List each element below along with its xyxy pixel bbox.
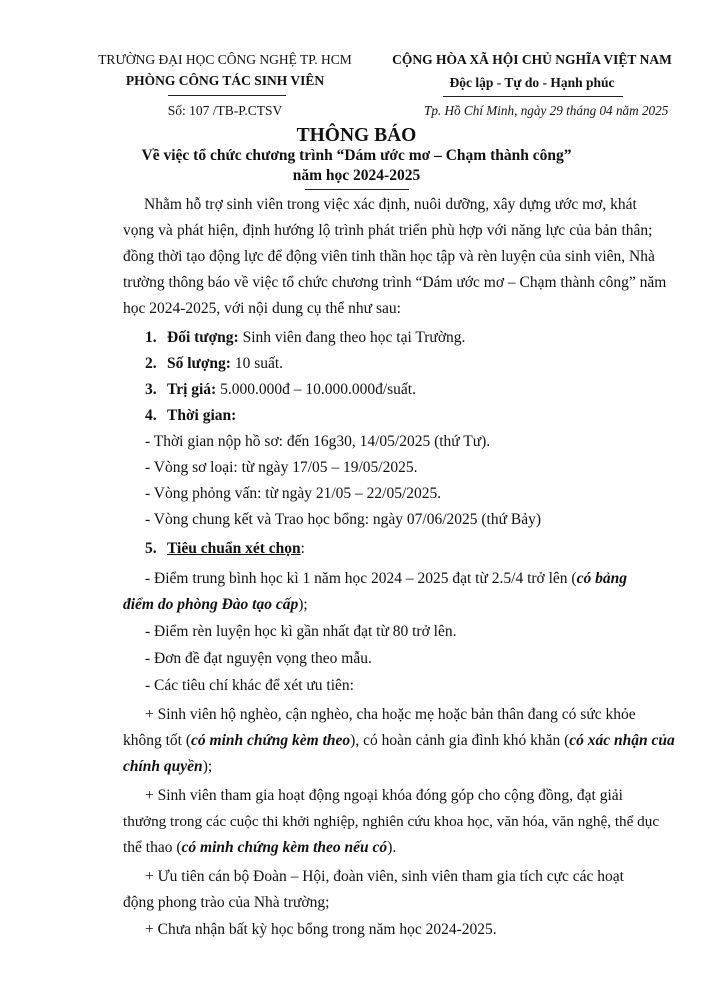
priority-poor-line3 bbox=[123, 758, 212, 776]
priority-union-line1: + Ưu tiên cán bộ Đoàn – Hội, đoàn viên, sinh viên tham gia tích cực các hoạt bbox=[145, 868, 624, 885]
priority-union-line2: động phong trào của Nhà trường; bbox=[123, 894, 330, 911]
item-time bbox=[145, 407, 236, 425]
criteria-application: - Đơn đề đạt nguyện vọng theo mẫu. bbox=[145, 650, 372, 667]
item-label: Số lượng: bbox=[167, 355, 231, 372]
criteria-emphasis: chính quyền bbox=[123, 758, 203, 775]
priority-no-scholarship: + Chưa nhận bất kỳ học bổng trong năm học 2024-2025. bbox=[145, 921, 497, 938]
criteria-text: ); bbox=[298, 596, 308, 613]
document-subtitle: Về việc tổ chức chương trình “Dám ước mơ – Chạm thành công” bbox=[141, 147, 572, 164]
criteria-text: ); bbox=[202, 758, 213, 775]
item-number: 4. bbox=[145, 407, 157, 424]
priority-poor-line2 bbox=[123, 732, 675, 750]
item-number: 5. bbox=[145, 540, 157, 557]
criteria-emphasis: có minh chứng kèm theo nếu có bbox=[181, 839, 388, 856]
item-text: 10 suất. bbox=[230, 355, 284, 372]
item-label: Tiêu chuẩn xét chọn bbox=[167, 540, 301, 557]
intro-line: học 2024-2025, với nội dung cụ thể như sau: bbox=[123, 300, 401, 317]
criteria-text: ), có hoàn cảnh gia đình khó khăn ( bbox=[350, 732, 570, 749]
document-subtitle-year: năm học 2024-2025 bbox=[292, 167, 421, 184]
criteria-emphasis: điểm do phòng Đào tạo cấp bbox=[123, 596, 299, 613]
priority-activity-line2: thưởng trong các cuộc thi khởi nghiệp, nghiên cứu khoa học, văn hóa, văn nghệ, thể dục bbox=[123, 813, 660, 830]
item-number: 1. bbox=[145, 329, 157, 346]
item-number: 2. bbox=[145, 355, 157, 372]
criteria-text: - Điểm trung bình học kì 1 năm học 2024 – 2025 đạt từ 2.5/4 trở lên ( bbox=[145, 570, 577, 587]
item-label: Đối tượng: bbox=[167, 329, 239, 346]
time-entry: - Vòng sơ loại: từ ngày 17/05 – 19/05/2025. bbox=[145, 459, 418, 476]
motto-underline bbox=[443, 96, 623, 97]
time-entry: - Vòng chung kết và Trao học bổng: ngày 07/06/2025 (thứ Bảy) bbox=[145, 511, 542, 528]
document-number: Số: 107 /TB-P.CTSV bbox=[167, 103, 283, 118]
item-colon: : bbox=[300, 540, 305, 557]
document-title: THÔNG BÁO bbox=[296, 125, 417, 146]
item-number: 3. bbox=[145, 381, 157, 398]
time-entry: - Vòng phỏng vấn: từ ngày 21/05 – 22/05/2025. bbox=[145, 485, 442, 502]
republic-title: CỘNG HÒA XÃ HỘI CHỦ NGHĨA VIỆT NAM bbox=[392, 52, 672, 67]
item-value bbox=[145, 381, 416, 399]
item-text: 5.000.000đ – 10.000.000đ/suất. bbox=[216, 381, 416, 398]
criteria-text: ). bbox=[387, 839, 397, 856]
criteria-text: thể thao ( bbox=[123, 839, 182, 856]
intro-line: trường thông báo về việc tổ chức chương trình “Dám ước mơ – Chạm thành công” năm bbox=[123, 274, 667, 291]
criteria-gpa bbox=[145, 570, 627, 588]
priority-poor-line1: + Sinh viên hộ nghèo, cận nghèo, cha hoặc mẹ hoặc bản thân đang có sức khỏe bbox=[145, 706, 636, 723]
criteria-emphasis: có bảng bbox=[576, 570, 627, 587]
item-target bbox=[145, 329, 465, 347]
intro-line: đồng thời tạo động lực để động viên tinh thần học tập và rèn luyện của sinh viên, Nhà bbox=[123, 248, 655, 265]
item-text: Sinh viên đang theo học tại Trường. bbox=[238, 329, 466, 346]
intro-line: Nhằm hỗ trợ sinh viên trong việc xác định, nuôi dưỡng, xây dựng ước mơ, khát bbox=[144, 196, 637, 213]
date-line: Tp. Hồ Chí Minh, ngày 29 tháng 04 năm 2025 bbox=[424, 103, 669, 118]
title-underline bbox=[305, 189, 409, 190]
national-motto: Độc lập - Tự do - Hạnh phúc bbox=[449, 75, 615, 90]
criteria-priority: - Các tiêu chí khác để xét ưu tiên: bbox=[145, 677, 354, 694]
office-name: PHÒNG CÔNG TÁC SINH VIÊN bbox=[125, 73, 325, 88]
criteria-text: không tốt ( bbox=[123, 732, 192, 749]
office-underline bbox=[168, 95, 286, 96]
criteria-emphasis: có xác nhận của bbox=[569, 732, 675, 749]
item-label: Trị giá: bbox=[167, 381, 217, 398]
item-criteria bbox=[145, 540, 305, 558]
criteria-gpa-cont bbox=[123, 596, 308, 614]
time-entry: - Thời gian nộp hồ sơ: đến 16g30, 14/05/2025 (thứ Tư). bbox=[145, 433, 491, 450]
criteria-conduct: - Điểm rèn luyện học kì gần nhất đạt từ 80 trở lên. bbox=[145, 623, 457, 640]
priority-activity-line1: + Sinh viên tham gia hoạt động ngoại khóa đóng góp cho cộng đồng, đạt giải bbox=[145, 787, 623, 804]
school-name: TRƯỜNG ĐẠI HỌC CÔNG NGHỆ TP. HCM bbox=[98, 52, 352, 67]
item-label: Thời gian: bbox=[167, 407, 237, 424]
intro-line: vọng và phát hiện, định hướng lộ trình phát triển phù hợp với năng lực của bản thân; bbox=[123, 222, 653, 239]
criteria-emphasis: có minh chứng kèm theo bbox=[191, 732, 351, 749]
item-quantity bbox=[145, 355, 283, 373]
priority-activity-line3 bbox=[123, 839, 396, 857]
